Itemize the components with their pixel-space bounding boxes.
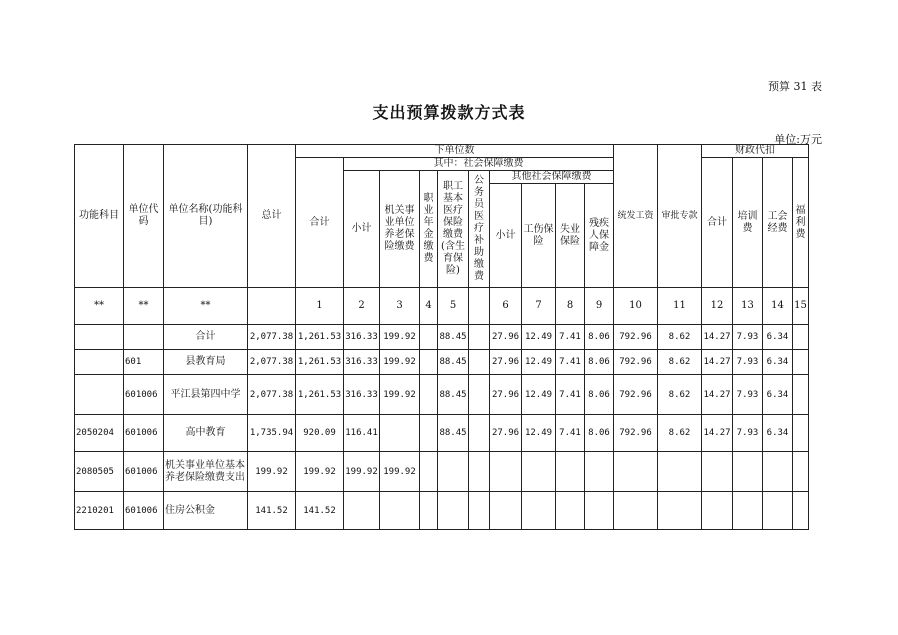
table-cell: 199.92 xyxy=(380,452,420,492)
table-cell xyxy=(380,492,420,530)
header-func: 功能科目 xyxy=(75,145,124,288)
table-cell: 316.33 xyxy=(344,350,380,375)
table-cell: 8.06 xyxy=(585,325,614,350)
table-cell: 199.92 xyxy=(296,452,344,492)
table-cell: 88.45 xyxy=(438,375,469,415)
table-cell: 1,261.53 xyxy=(296,375,344,415)
table-cell: 1,735.94 xyxy=(248,415,296,452)
table-cell: 601006 xyxy=(124,415,164,452)
table-cell xyxy=(438,452,469,492)
table-row xyxy=(75,452,809,492)
header-heji: 合计 xyxy=(296,158,344,288)
table-cell: 88.45 xyxy=(438,325,469,350)
table-cell: 792.96 xyxy=(614,350,658,375)
header-gonghui: 工会经费 xyxy=(763,158,793,288)
table-cell xyxy=(75,375,124,415)
table-row xyxy=(75,415,809,452)
table-cell xyxy=(585,452,614,492)
table-cell xyxy=(702,492,733,530)
table-cell: 8.06 xyxy=(585,375,614,415)
table-cell xyxy=(490,492,522,530)
table-cell: 6.34 xyxy=(763,350,793,375)
index-cell: ** xyxy=(164,288,248,325)
index-cell: 7 xyxy=(522,288,556,325)
table-cell: 12.49 xyxy=(522,415,556,452)
table-cell: 601006 xyxy=(124,492,164,530)
table-cell: 平江县第四中学 xyxy=(164,375,248,415)
table-cell xyxy=(469,325,490,350)
table-cell: 141.52 xyxy=(296,492,344,530)
index-cell: 2 xyxy=(344,288,380,325)
header-tongfa: 统发工资 xyxy=(614,145,658,288)
index-cell: 6 xyxy=(490,288,522,325)
table-cell xyxy=(420,415,438,452)
header-total: 总计 xyxy=(248,145,296,288)
table-cell: 6.34 xyxy=(763,325,793,350)
table-cell: 12.49 xyxy=(522,375,556,415)
table-cell: 14.27 xyxy=(702,415,733,452)
table-cell: 316.33 xyxy=(344,375,380,415)
header-fuli: 福利费 xyxy=(793,158,809,288)
table-cell: 6.34 xyxy=(763,375,793,415)
table-cell: 8.62 xyxy=(658,375,702,415)
table-cell xyxy=(793,492,809,530)
table-cell xyxy=(793,452,809,492)
table-cell: 1,261.53 xyxy=(296,350,344,375)
header-qita: 其他社会保障缴费 xyxy=(490,171,614,184)
header-shenpi: 审批专款 xyxy=(658,145,702,288)
table-cell: 2210201 xyxy=(75,492,124,530)
table-cell: 116.41 xyxy=(344,415,380,452)
table-cell xyxy=(490,452,522,492)
table-cell: 2,077.38 xyxy=(248,375,296,415)
header-name: 单位名称(功能科目) xyxy=(164,145,248,288)
table-cell: 8.06 xyxy=(585,415,614,452)
table-cell: 高中教育 xyxy=(164,415,248,452)
index-cell: 1 xyxy=(296,288,344,325)
table-row xyxy=(75,492,809,530)
table-cell: 8.62 xyxy=(658,325,702,350)
table-cell: 12.49 xyxy=(522,325,556,350)
table-cell xyxy=(733,452,763,492)
table-cell: 14.27 xyxy=(702,350,733,375)
table-cell xyxy=(522,452,556,492)
unit-label: 单位:万元 xyxy=(774,133,822,146)
table-cell xyxy=(658,492,702,530)
table-cell xyxy=(420,350,438,375)
table-cell xyxy=(420,452,438,492)
table-cell: 机关事业单位基本养老保险缴费支出 xyxy=(164,452,248,492)
table-cell: 12.49 xyxy=(522,350,556,375)
table-cell: 199.92 xyxy=(380,375,420,415)
table-cell xyxy=(438,492,469,530)
table-cell: 2080505 xyxy=(75,452,124,492)
table-cell: 2050204 xyxy=(75,415,124,452)
header-gongshang: 工伤保险 xyxy=(522,184,556,288)
table-cell xyxy=(733,492,763,530)
table-cell: 7.93 xyxy=(733,350,763,375)
table-row xyxy=(75,325,809,350)
table-cell: 27.96 xyxy=(490,375,522,415)
table-cell: 199.92 xyxy=(248,452,296,492)
index-cell: 4 xyxy=(420,288,438,325)
table-cell xyxy=(614,452,658,492)
header-shiye: 失业保险 xyxy=(556,184,585,288)
index-row xyxy=(75,288,809,325)
table-cell: 县教育局 xyxy=(164,350,248,375)
table-cell: 601006 xyxy=(124,375,164,415)
table-cell xyxy=(344,492,380,530)
index-cell: ** xyxy=(75,288,124,325)
table-cell: 199.92 xyxy=(380,350,420,375)
index-cell xyxy=(248,288,296,325)
table-cell xyxy=(793,350,809,375)
table-cell: 316.33 xyxy=(344,325,380,350)
table-cell: 14.27 xyxy=(702,375,733,415)
header-cz-heji: 合计 xyxy=(702,158,733,288)
table-cell xyxy=(763,492,793,530)
index-cell: ** xyxy=(124,288,164,325)
table-cell xyxy=(793,375,809,415)
table-row xyxy=(75,350,809,375)
table-cell xyxy=(793,415,809,452)
table-cell xyxy=(469,350,490,375)
table-cell xyxy=(420,375,438,415)
table-cell: 792.96 xyxy=(614,415,658,452)
table-cell: 6.34 xyxy=(763,415,793,452)
table-cell: 2,077.38 xyxy=(248,350,296,375)
table-row xyxy=(75,375,809,415)
table-cell: 7.41 xyxy=(556,325,585,350)
index-cell: 12 xyxy=(702,288,733,325)
header-zhigong: 职工基本医疗保险缴费(含生育保险) xyxy=(438,171,469,288)
table-cell xyxy=(556,492,585,530)
header-shebao: 其中：社会保障缴费 xyxy=(344,158,614,171)
index-cell: 9 xyxy=(585,288,614,325)
index-cell: 5 xyxy=(438,288,469,325)
index-cell: 3 xyxy=(380,288,420,325)
table-cell: 199.92 xyxy=(344,452,380,492)
header-caizheng: 财政代扣 xyxy=(702,145,809,158)
table-cell: 199.92 xyxy=(380,325,420,350)
index-cell: 15 xyxy=(793,288,809,325)
header-jiguan: 机关事业单位养老保险缴费 xyxy=(380,171,420,288)
table-cell: 8.62 xyxy=(658,350,702,375)
table-cell: 601006 xyxy=(124,452,164,492)
table-cell: 88.45 xyxy=(438,350,469,375)
header-peixun: 培训费 xyxy=(733,158,763,288)
header-qita-xiaoji: 小计 xyxy=(490,184,522,288)
table-cell xyxy=(469,375,490,415)
table-cell: 792.96 xyxy=(614,375,658,415)
table-cell: 792.96 xyxy=(614,325,658,350)
page-title: 支出预算拨款方式表 xyxy=(372,103,526,122)
table-cell xyxy=(614,492,658,530)
table-cell: 7.93 xyxy=(733,375,763,415)
table-cell: 住房公积金 xyxy=(164,492,248,530)
table-cell: 1,261.53 xyxy=(296,325,344,350)
table-cell xyxy=(522,492,556,530)
index-cell: 8 xyxy=(556,288,585,325)
table-cell xyxy=(469,415,490,452)
table-cell: 7.93 xyxy=(733,325,763,350)
table-cell: 920.09 xyxy=(296,415,344,452)
index-cell: 14 xyxy=(763,288,793,325)
header-canji: 残疾人保障金 xyxy=(585,184,614,288)
table-cell: 27.96 xyxy=(490,415,522,452)
table-cell: 88.45 xyxy=(438,415,469,452)
table-cell: 合计 xyxy=(164,325,248,350)
table-number-tag: 预算 31 表 xyxy=(768,80,822,93)
table-cell xyxy=(702,452,733,492)
header-xiaoji: 小计 xyxy=(344,171,380,288)
table-cell: 7.41 xyxy=(556,415,585,452)
expenditure-table xyxy=(74,144,809,530)
table-cell xyxy=(469,492,490,530)
header-xiadanwei: 下单位数 xyxy=(296,145,614,158)
table-cell: 2,077.38 xyxy=(248,325,296,350)
table-cell xyxy=(469,452,490,492)
header-gongwu: 公务员医疗补助缴费 xyxy=(469,171,490,288)
table-cell xyxy=(124,325,164,350)
table-cell: 601 xyxy=(124,350,164,375)
header-zhiye: 职业年金缴费 xyxy=(420,171,438,288)
index-cell: 11 xyxy=(658,288,702,325)
table-cell: 8.62 xyxy=(658,415,702,452)
table-cell: 7.93 xyxy=(733,415,763,452)
index-cell: 10 xyxy=(614,288,658,325)
index-cell: 13 xyxy=(733,288,763,325)
table-cell xyxy=(75,350,124,375)
table-cell xyxy=(793,325,809,350)
table-cell xyxy=(763,452,793,492)
table-cell: 7.41 xyxy=(556,350,585,375)
table-cell: 141.52 xyxy=(248,492,296,530)
index-cell xyxy=(469,288,490,325)
table-cell: 27.96 xyxy=(490,325,522,350)
table-cell: 27.96 xyxy=(490,350,522,375)
header-code: 单位代码 xyxy=(124,145,164,288)
table-cell xyxy=(420,492,438,530)
table-cell xyxy=(658,452,702,492)
table-cell xyxy=(75,325,124,350)
table-cell xyxy=(420,325,438,350)
table-cell: 7.41 xyxy=(556,375,585,415)
table-cell xyxy=(380,415,420,452)
table-cell: 14.27 xyxy=(702,325,733,350)
table-cell xyxy=(585,492,614,530)
table-cell xyxy=(556,452,585,492)
table-cell: 8.06 xyxy=(585,350,614,375)
